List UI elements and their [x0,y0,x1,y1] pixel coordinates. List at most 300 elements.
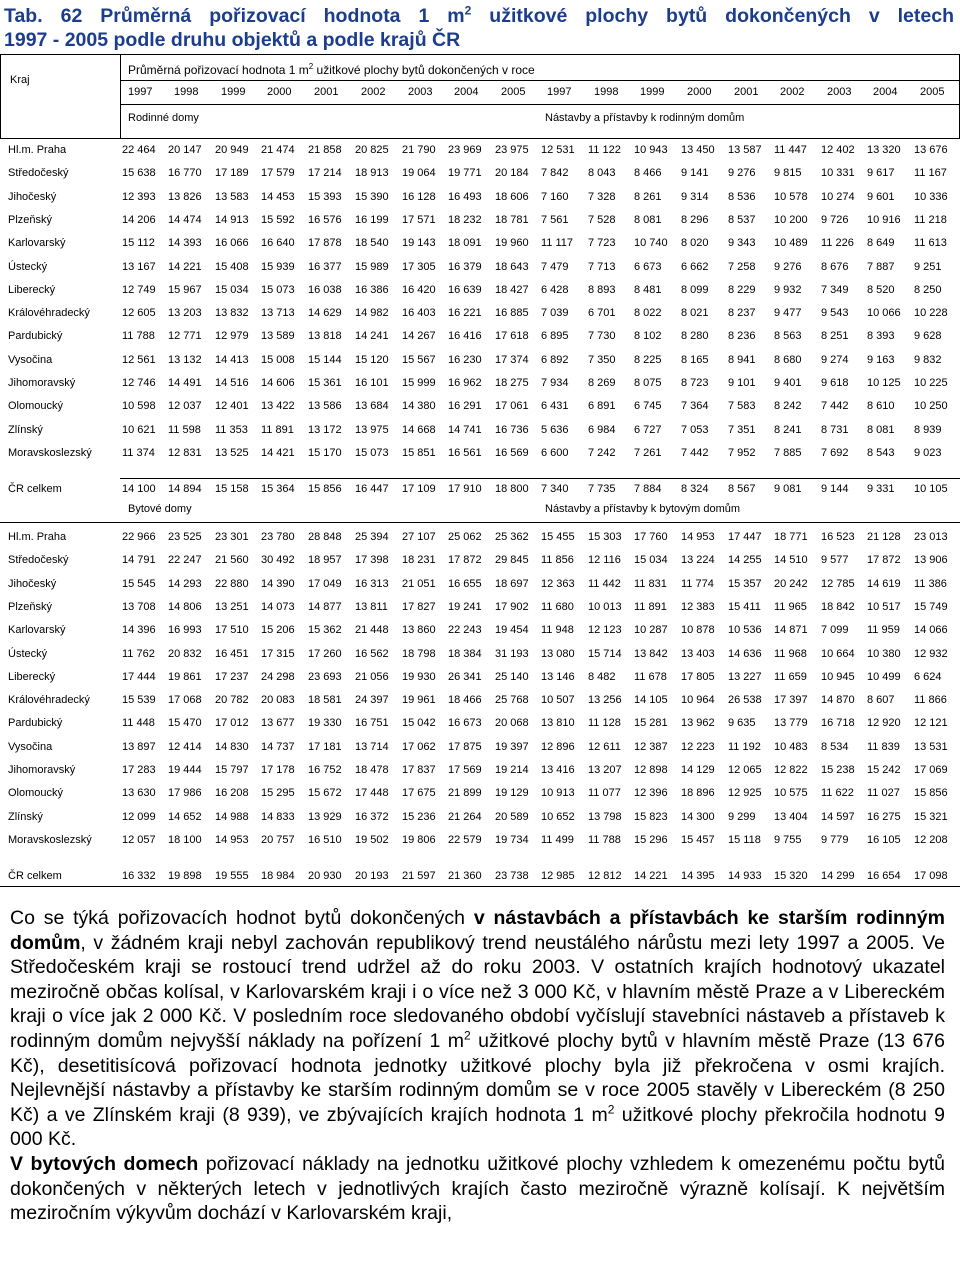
table-cell: 13 227 [728,670,762,683]
table-cell: 10 652 [541,810,575,823]
table-cell: 7 349 [821,283,849,296]
region-label: Jihomoravský [8,377,76,389]
table-cell: 13 684 [355,400,389,413]
table-cell: 16 639 [448,283,482,296]
table-cell: 11 353 [215,423,248,436]
table-cell: 12 920 [867,717,901,730]
table-cell: 17 872 [448,554,482,567]
table-cell: 9 299 [728,810,756,823]
table-cell: 19 214 [495,764,529,776]
table-cell: 9 932 [774,283,802,296]
table-cell: 11 678 [634,670,667,683]
table-cell: 11 948 [541,624,574,637]
table-cell: 8 099 [681,283,709,296]
table-cell: 13 403 [681,647,715,660]
table-cell: 12 402 [821,144,855,156]
table-cell: 16 221 [448,307,482,320]
table-cell: 21 858 [308,144,342,156]
p1-sup: 2 [464,1028,471,1043]
kraj-header: Kraj [10,74,30,86]
table-cell: 16 291 [448,400,482,413]
table-cell: 18 984 [261,870,295,882]
table-cell: 23 780 [261,531,295,543]
table-cell: 15 390 [355,190,389,203]
table-cell: 16 510 [308,833,342,846]
table-cell: 9 276 [774,260,802,273]
table-cell: 8 534 [821,740,849,753]
table-cell: 8 261 [634,190,662,203]
table-cell: 14 870 [821,694,855,707]
table-cell: 12 363 [541,577,575,590]
table-cell: 21 056 [355,670,389,683]
table-cell: 16 561 [448,446,482,459]
year-header: 2005 [920,86,945,98]
table-cell: 23 525 [168,531,202,543]
table-cell: 11 122 [588,144,621,156]
table-cell: 17 448 [355,787,389,800]
paragraph-1 [10,906,945,1152]
table-cell: 14 267 [402,330,436,343]
table-cell: 16 736 [495,423,529,436]
table-cell: 19 861 [168,670,202,683]
table-cell: 11 965 [774,600,807,613]
table-cell: 14 953 [681,531,715,543]
table-cell: 10 228 [914,307,948,320]
table-cell: 22 247 [168,554,202,567]
table-cell: 8 607 [867,694,895,707]
table-cell: 8 393 [867,330,895,343]
table-cell: 9 477 [774,307,802,320]
table-cell: 5 636 [541,423,569,436]
table-cell: 13 422 [261,400,295,413]
table-cell: 7 350 [588,353,616,366]
table-cell: 14 073 [261,600,295,613]
table-cell: 9 577 [821,554,849,567]
table-cell: 16 562 [355,647,389,660]
region-label: Vysočina [8,740,53,753]
table-cell: 9 314 [681,190,709,203]
table-cell: 14 395 [681,870,715,882]
table-cell: 12 531 [541,144,575,156]
table-cell: 12 812 [588,870,622,882]
table-cell: 7 561 [541,213,569,226]
table-cell: 13 818 [308,330,342,343]
header-suffix: užitkové plochy bytů dokončených v roce [313,63,535,77]
table-cell: 17 109 [402,483,436,495]
table-cell: 7 351 [728,423,756,436]
table-cell: 15 455 [541,531,575,543]
table-cell: 15 238 [821,764,855,776]
table-cell: 12 116 [588,554,621,567]
table-cell: 7 328 [588,190,616,203]
table-cell: 11 959 [867,624,900,637]
table-cell: 16 416 [448,330,482,343]
table-cell: 8 165 [681,353,709,366]
table-cell: 11 856 [541,554,574,567]
paragraph-2 [10,1152,945,1226]
table-cell: 18 896 [681,787,715,800]
table-cell: 12 208 [914,833,948,846]
table-cell: 15 144 [308,353,342,366]
table-cell: 17 827 [402,600,436,613]
table-cell: 6 701 [588,307,616,320]
year-header: 2003 [408,86,433,98]
region-label: Královéhradecký [8,694,90,707]
table-cell: 6 673 [634,260,662,273]
table-cell: 15 158 [215,483,249,495]
table-cell: 14 988 [215,810,249,823]
table-cell: 15 856 [308,483,342,495]
table-cell: 12 099 [122,810,156,823]
table-cell: 21 474 [261,144,295,156]
table-cell: 18 384 [448,647,482,660]
title-line-2: 1997 - 2005 podle druhu objektů a podle krajů ČR [4,29,461,51]
table-rule [0,54,1,138]
table-cell: 7 885 [774,446,802,459]
table-cell: 11 374 [122,446,155,459]
table-cell: 18 771 [774,531,808,543]
table-cell: 12 822 [774,764,808,776]
table-cell: 13 676 [914,144,948,156]
table-cell: 15 989 [355,260,389,273]
table-cell: 18 478 [355,764,389,776]
region-label: Pardubický [8,330,63,343]
table-cell: 19 241 [448,600,482,613]
table-cell: 14 105 [634,694,668,707]
table-cell: 18 231 [402,554,436,567]
region-label: Středočeský [8,554,69,567]
table-cell: 15 411 [728,600,761,613]
table-cell: 14 241 [355,330,389,343]
table-cell: 8 731 [821,423,849,436]
table-cell: 12 393 [122,190,156,203]
total-label: ČR celkem [8,483,62,495]
table-cell: 13 450 [681,144,715,156]
table-cell: 18 100 [168,833,202,846]
table-cell: 13 404 [774,810,808,823]
table-cell: 9 343 [728,237,756,250]
table-cell: 11 447 [774,144,807,156]
table-cell: 8 723 [681,377,709,389]
table-cell: 17 178 [261,764,295,776]
region-label: Moravskoslezský [8,446,92,459]
table-cell: 7 261 [634,446,662,459]
table-cell: 15 242 [867,764,901,776]
table-cell: 11 386 [914,577,947,590]
table-cell: 14 953 [215,833,249,846]
table-cell: 16 128 [402,190,436,203]
table-cell: 15 034 [215,283,249,296]
table-cell: 12 561 [122,353,156,366]
table-cell: 9 163 [867,353,895,366]
table-rule [120,478,960,479]
region-label: Karlovarský [8,624,66,637]
table-cell: 12 383 [681,600,715,613]
table-cell: 30 492 [261,554,295,567]
table-cell: 19 064 [402,167,436,180]
table-cell: 13 080 [541,647,575,660]
table-cell: 8 567 [728,483,756,495]
table-cell: 8 241 [774,423,802,436]
table-cell: 16 230 [448,353,482,366]
table-cell: 13 589 [261,330,295,343]
table-cell: 11 622 [821,787,854,800]
table-cell: 21 560 [215,554,249,567]
table-cell: 13 531 [914,740,948,753]
table-cell: 8 563 [774,330,802,343]
table-cell: 14 421 [261,446,295,459]
table-cell: 8 610 [867,400,895,413]
table-cell: 10 578 [774,190,808,203]
p1-text-d: užitkové plochy bytů v hlavním městě Praze (13 676 Kč), desetitisícová pořizovací hodnota jednotky užitkové plochy byla již překročena v osmi krajích. Nejlevnější nástavby a přístavby ke starším rodinným domům se v roce 2005 stavěly v Libereckém (8 250 Kč) a ve Zlínském kraji (8 939), ve zbývajících krajích hodnota 1 m [10,1029,945,1126]
table-cell: 15 567 [402,353,436,366]
region-label: Jihočeský [8,577,57,590]
table-cell: 9 628 [914,330,942,343]
table-cell: 17 062 [402,740,436,753]
table-cell: 14 221 [634,870,668,882]
table-cell: 10 943 [634,144,668,156]
region-label: Ústecký [8,647,48,660]
region-label: Plzeňský [8,600,53,613]
table-cell: 13 677 [261,717,295,730]
table-cell: 17 398 [355,554,389,567]
region-label: Olomoucký [8,787,64,800]
table-rule [0,886,960,887]
table-cell: 8 075 [634,377,662,389]
table-cell: 14 396 [122,624,156,637]
table-cell: 13 132 [168,353,202,366]
table-cell: 16 569 [495,446,529,459]
table-cell: 17 571 [402,213,436,226]
table-cell: 16 718 [821,717,855,730]
table-cell: 10 274 [821,190,855,203]
table-cell: 13 962 [681,717,715,730]
table-cell: 13 525 [215,446,249,459]
table-cell: 14 982 [355,307,389,320]
table-cell: 17 069 [914,764,948,776]
table-cell: 8 081 [867,423,895,436]
table-cell: 8 081 [634,213,662,226]
table-cell: 16 313 [355,577,389,590]
table-cell: 10 598 [122,400,156,413]
table-cell: 6 745 [634,400,662,413]
table-cell: 9 023 [914,446,942,459]
table-cell: 14 393 [168,237,202,250]
year-header: 1999 [221,86,246,98]
table-cell: 10 517 [867,600,901,613]
table-cell: 8 536 [728,190,756,203]
table-cell: 21 899 [448,787,482,800]
table-cell: 15 042 [402,717,436,730]
table-cell: 14 871 [774,624,808,637]
table-cell: 18 842 [821,600,855,613]
table-cell: 14 894 [168,483,202,495]
table-cell: 16 885 [495,307,529,320]
table-cell: 17 283 [122,764,156,776]
table-cell: 7 730 [588,330,616,343]
table-cell: 11 077 [588,787,621,800]
table-cell: 15 470 [168,717,202,730]
table-cell: 13 906 [914,554,948,567]
table-cell: 9 755 [774,833,802,846]
table-cell: 14 629 [308,307,342,320]
table-cell: 16 420 [402,283,436,296]
table-cell: 15 638 [122,167,156,180]
table-cell: 12 932 [914,647,948,660]
table-cell: 15 672 [308,787,342,800]
table-cell: 7 713 [588,260,616,273]
table-cell: 12 414 [168,740,202,753]
table-cell: 13 832 [215,307,249,320]
table-cell: 20 832 [168,647,202,660]
table-cell: 17 875 [448,740,482,753]
table-cell: 12 746 [122,377,156,389]
table-cell: 16 377 [308,260,342,273]
table-cell: 21 790 [402,144,436,156]
header-sup: 2 [308,62,314,71]
section-label-left: Rodinné domy [128,112,199,124]
table-cell: 16 673 [448,717,482,730]
table-cell: 19 555 [215,870,249,882]
table-cell: 15 393 [308,190,342,203]
table-cell: 25 062 [448,531,482,543]
table-cell: 6 431 [541,400,569,413]
table-cell: 7 258 [728,260,756,273]
table-cell: 14 299 [821,870,855,882]
region-label: Hl.m. Praha [8,531,67,543]
table-cell: 11 774 [681,577,714,590]
table-cell: 18 913 [355,167,389,180]
table-cell: 10 200 [774,213,808,226]
table-cell: 10 483 [774,740,808,753]
table-cell: 8 893 [588,283,616,296]
table-cell: 15 999 [402,377,436,389]
table-cell: 19 960 [495,237,529,250]
column-group-header [128,60,535,77]
table-cell: 13 251 [215,600,249,613]
table-cell: 15 206 [261,624,295,637]
table-cell: 20 068 [495,717,529,730]
table-cell: 19 734 [495,833,529,846]
table-cell: 7 160 [541,190,569,203]
table-cell: 14 255 [728,554,762,567]
table-cell: 27 107 [402,531,436,543]
table-cell: 17 305 [402,260,436,273]
table-cell: 8 481 [634,283,662,296]
region-label: Jihočeský [8,190,57,203]
table-cell: 16 655 [448,577,482,590]
table-cell: 22 880 [215,577,249,590]
table-cell: 7 887 [867,260,895,273]
table-cell: 11 891 [634,600,667,613]
table-cell: 6 895 [541,330,569,343]
table-cell: 16 332 [122,870,156,882]
table-cell: 18 275 [495,377,529,389]
table-cell: 17 214 [308,167,342,180]
table-cell: 16 751 [355,717,389,730]
table-cell: 11 218 [914,213,947,226]
region-label: Moravskoslezský [8,833,92,846]
table-cell: 15 714 [588,647,622,660]
table-cell: 12 057 [122,833,156,846]
title-suffix: užitkové plochy bytů dokončených v letech [471,5,954,27]
table-cell: 15 408 [215,260,249,273]
table-cell: 14 491 [168,377,202,389]
table-cell: 28 848 [308,531,342,543]
year-header: 2001 [314,86,339,98]
table-cell: 16 386 [355,283,389,296]
table-cell: 20 949 [215,144,249,156]
table-cell: 15 939 [261,260,295,273]
table-cell: 10 575 [774,787,808,800]
table-cell: 12 605 [122,307,156,320]
year-header: 2000 [687,86,712,98]
table-cell: 10 125 [867,377,901,389]
table-cell: 11 442 [588,577,621,590]
table-cell: 21 051 [402,577,436,590]
table-cell: 12 985 [541,870,575,882]
table-cell: 22 243 [448,624,482,637]
year-header: 2002 [361,86,386,98]
table-cell: 20 589 [495,810,529,823]
table-cell: 6 892 [541,353,569,366]
year-header: 1997 [128,86,153,98]
table-cell: 25 140 [495,670,529,683]
table-cell: 9 101 [728,377,756,389]
table-cell: 13 860 [402,624,436,637]
table-cell: 18 606 [495,190,529,203]
table-cell: 14 100 [122,483,156,495]
table-cell: 7 053 [681,423,709,436]
table-cell: 11 788 [588,833,621,846]
table-cell: 23 013 [914,531,948,543]
table-cell: 21 597 [402,870,436,882]
table-cell: 18 798 [402,647,436,660]
table-cell: 12 898 [634,764,668,776]
table-cell: 8 482 [588,670,616,683]
table-cell: 26 341 [448,670,482,683]
table-cell: 12 223 [681,740,715,753]
table-cell: 22 579 [448,833,482,846]
table-cell: 7 442 [681,446,709,459]
year-header: 2005 [501,86,526,98]
table-cell: 18 643 [495,260,529,273]
table-cell: 16 105 [867,833,901,846]
table-cell: 16 199 [355,213,389,226]
table-cell: 13 975 [355,423,389,436]
table-cell: 20 147 [168,144,202,156]
table-cell: 9 618 [821,377,849,389]
table-cell: 17 444 [122,670,156,683]
table-cell: 15 073 [355,446,389,459]
table-cell: 7 952 [728,446,756,459]
table-cell: 13 826 [168,190,202,203]
table-cell: 14 806 [168,600,202,613]
year-header: 2000 [267,86,292,98]
table-cell: 20 184 [495,167,529,180]
table-cell: 8 020 [681,237,709,250]
table-cell: 13 713 [261,307,295,320]
region-label: Pardubický [8,717,63,730]
table-cell: 13 929 [308,810,342,823]
table-cell: 13 203 [168,307,202,320]
table-cell: 19 454 [495,624,529,637]
table-cell: 19 143 [402,237,436,250]
table-cell: 7 842 [541,167,569,180]
table-cell: 22 966 [122,531,156,543]
table-cell: 19 806 [402,833,436,846]
table-cell: 17 872 [867,554,901,567]
